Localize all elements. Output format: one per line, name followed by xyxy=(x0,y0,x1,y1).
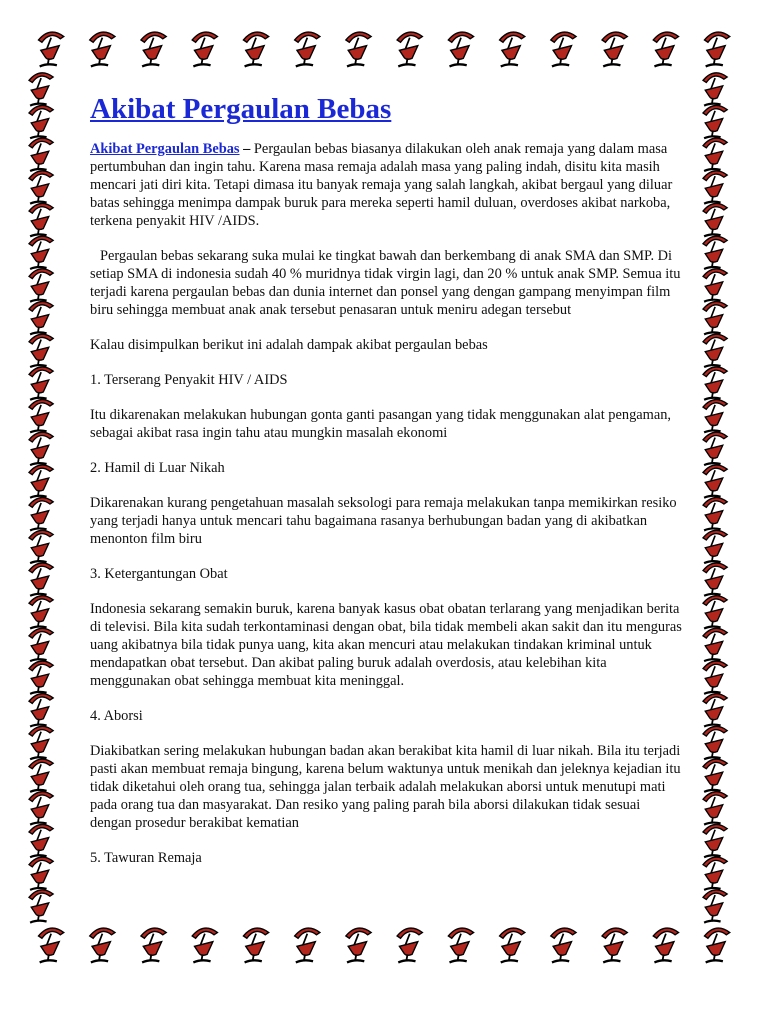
page-title[interactable]: Akibat Pergaulan Bebas xyxy=(90,93,392,125)
umbrella-cocktail-icon xyxy=(703,367,727,400)
section-heading-2: 2. Hamil di Luar Nikah xyxy=(90,460,225,476)
umbrella-cocktail-icon xyxy=(703,465,727,498)
umbrella-cocktail-icon xyxy=(29,824,53,857)
umbrella-cocktail-icon xyxy=(703,334,727,367)
umbrella-cocktail-icon xyxy=(29,465,53,498)
umbrella-cocktail-icon xyxy=(243,32,268,66)
umbrella-cocktail-icon xyxy=(705,32,730,66)
umbrella-cocktail-icon xyxy=(29,302,53,335)
umbrella-cocktail-icon xyxy=(500,928,525,962)
umbrella-cocktail-icon xyxy=(346,32,371,66)
umbrella-cocktail-icon xyxy=(29,596,53,629)
umbrella-cocktail-icon xyxy=(653,32,678,66)
umbrella-cocktail-icon xyxy=(29,203,53,236)
article xyxy=(90,92,682,884)
umbrella-cocktail-icon xyxy=(29,628,53,661)
umbrella-cocktail-icon xyxy=(29,726,53,759)
umbrella-cocktail-icon xyxy=(90,928,115,962)
umbrella-cocktail-icon xyxy=(29,400,53,433)
umbrella-cocktail-icon xyxy=(29,105,53,138)
umbrella-cocktail-icon xyxy=(703,302,727,335)
umbrella-cocktail-icon xyxy=(29,171,53,204)
umbrella-cocktail-icon xyxy=(29,498,53,531)
paragraph-2-text: Pergaulan bebas sekarang suka mulai ke tingkat bawah dan berkembang di anak SMA dan SMP. Di setiap SMA di indonesia sudah 40 % muridnya tidak virgin lagi, dan 20 % untuk anak SMP. Semua itu terjadi karena pergaulan bebas dan dunia internet dan ponsel yang dengan gampang menyimpan film biru sehingga membuat anak anak tersebut penasaran untuk meniru adegan tersebut xyxy=(90,248,681,318)
umbrella-cocktail-icon xyxy=(29,563,53,596)
umbrella-cocktail-icon xyxy=(29,269,53,302)
umbrella-cocktail-icon xyxy=(703,400,727,433)
umbrella-cocktail-icon xyxy=(703,73,727,106)
umbrella-cocktail-icon xyxy=(29,73,53,106)
umbrella-cocktail-icon xyxy=(703,824,727,857)
umbrella-cocktail-icon xyxy=(703,857,727,890)
umbrella-cocktail-icon xyxy=(39,928,64,962)
section-body-3: Indonesia sekarang semakin buruk, karena banyak kasus obat obatan terlarang yang menjadikan berita di televisi. Bila kita sudah terkontaminasi dengan obat, bila tidak membeli akan sakit dan itu menguras uang akibatnya bila tidak punya uang, kita akan mencuri atau melakukan tindakan kriminal untuk mendapatkan obat tersebut. Dan akibat paling buruk adalah overdosis, atau kelebihan kita menggunakan obat sehingga membuat kita meninggal. xyxy=(90,601,682,689)
umbrella-cocktail-icon xyxy=(703,432,727,465)
umbrella-cocktail-icon xyxy=(703,530,727,563)
umbrella-cocktail-icon xyxy=(551,32,576,66)
umbrella-cocktail-icon xyxy=(29,890,53,923)
umbrella-cocktail-icon xyxy=(29,857,53,890)
umbrella-cocktail-icon xyxy=(703,890,727,923)
umbrella-cocktail-icon xyxy=(703,269,727,302)
umbrella-cocktail-icon xyxy=(141,32,166,66)
umbrella-cocktail-icon xyxy=(602,32,627,66)
umbrella-cocktail-icon xyxy=(703,694,727,727)
umbrella-cocktail-icon xyxy=(29,236,53,269)
section-heading-4: 4. Aborsi xyxy=(90,708,143,724)
umbrella-cocktail-icon xyxy=(703,138,727,171)
umbrella-cocktail-icon xyxy=(90,32,115,66)
umbrella-cocktail-icon xyxy=(346,928,371,962)
umbrella-cocktail-icon xyxy=(602,928,627,962)
section-heading-1: 1. Terserang Penyakit HIV / AIDS xyxy=(90,372,288,388)
umbrella-cocktail-icon xyxy=(39,32,64,66)
umbrella-cocktail-icon xyxy=(295,928,320,962)
umbrella-cocktail-icon xyxy=(397,32,422,66)
umbrella-cocktail-icon xyxy=(703,792,727,825)
umbrella-cocktail-icon xyxy=(448,32,473,66)
section-body-1: Itu dikarenakan melakukan hubungan gonta ganti pasangan yang tidak menggunakan alat pengaman, sebagai akibat rasa ingin tahu atau mungkin masalah ekonomi xyxy=(90,407,672,441)
umbrella-cocktail-icon xyxy=(29,661,53,694)
umbrella-cocktail-icon xyxy=(295,32,320,66)
umbrella-cocktail-icon xyxy=(29,138,53,171)
umbrella-cocktail-icon xyxy=(29,694,53,727)
umbrella-cocktail-icon xyxy=(703,759,727,792)
umbrella-cocktail-icon xyxy=(703,726,727,759)
umbrella-cocktail-icon xyxy=(29,432,53,465)
section-body-4: Diakibatkan sering melakukan hubungan badan akan berakibat kita hamil di luar nikah. Bila itu terjadi pasti akan membuat remaja bingung, karena belum waktunya untuk menikah dan jeleknya kejadian itu tidak diketahui oleh orang tua, sehingga jalan terbaik adalah melakukan aborsi untuk menutupi mati pada orang tua dan masyarakat. Dan resiko yang paling parah bila aborsi dilakukan tidak sesuai dengan prosedur berakibat kematian xyxy=(90,743,681,831)
umbrella-cocktail-icon xyxy=(703,661,727,694)
intro-paragraph xyxy=(90,140,682,230)
umbrella-cocktail-icon xyxy=(29,367,53,400)
umbrella-cocktail-icon xyxy=(703,236,727,269)
paragraph-2 xyxy=(90,247,682,319)
intro-text: Pergaulan bebas biasanya dilakukan oleh anak remaja yang dalam masa pertumbuhan dan ingin tahu. Karena masa remaja adalah masa yang paling indah, disitu kita masih mencari jati diri kita. Tetapi dimasa itu banyak remaja yang salah langkah, akibat bergaul yang diluar batas sehingga menimpa dampak buruk para mereka seperti hamil duluan, overdoses akibat narkoba, terkena penyakit HIV /AIDS. xyxy=(90,141,673,229)
intro-title-link[interactable]: Akibat Pergaulan Bebas xyxy=(90,141,240,157)
umbrella-cocktail-icon xyxy=(703,596,727,629)
umbrella-cocktail-icon xyxy=(29,759,53,792)
section-body-2: Dikarenakan kurang pengetahuan masalah seksologi para remaja melakukan tanpa memikirkan resiko yang terjadi hanya untuk mencari tahu bagaimana rasanya berhubungan badan yang di akibatkan menonton film biru xyxy=(90,495,677,547)
umbrella-cocktail-icon xyxy=(703,628,727,661)
umbrella-cocktail-icon xyxy=(703,171,727,204)
intro-dash: – xyxy=(239,141,254,157)
umbrella-cocktail-icon xyxy=(192,928,217,962)
conclusion-paragraph: Kalau disimpulkan berikut ini adalah dampak akibat pergaulan bebas xyxy=(90,337,488,353)
umbrella-cocktail-icon xyxy=(448,928,473,962)
umbrella-cocktail-icon xyxy=(500,32,525,66)
umbrella-cocktail-icon xyxy=(29,792,53,825)
umbrella-cocktail-icon xyxy=(29,530,53,563)
umbrella-cocktail-icon xyxy=(703,563,727,596)
umbrella-cocktail-icon xyxy=(653,928,678,962)
umbrella-cocktail-icon xyxy=(243,928,268,962)
section-heading-5: 5. Tawuran Remaja xyxy=(90,850,202,866)
umbrella-cocktail-icon xyxy=(29,334,53,367)
umbrella-cocktail-icon xyxy=(705,928,730,962)
umbrella-cocktail-icon xyxy=(551,928,576,962)
umbrella-cocktail-icon xyxy=(141,928,166,962)
umbrella-cocktail-icon xyxy=(703,498,727,531)
umbrella-cocktail-icon xyxy=(192,32,217,66)
umbrella-cocktail-icon xyxy=(397,928,422,962)
umbrella-cocktail-icon xyxy=(703,105,727,138)
umbrella-cocktail-icon xyxy=(703,203,727,236)
section-heading-3: 3. Ketergantungan Obat xyxy=(90,566,228,582)
